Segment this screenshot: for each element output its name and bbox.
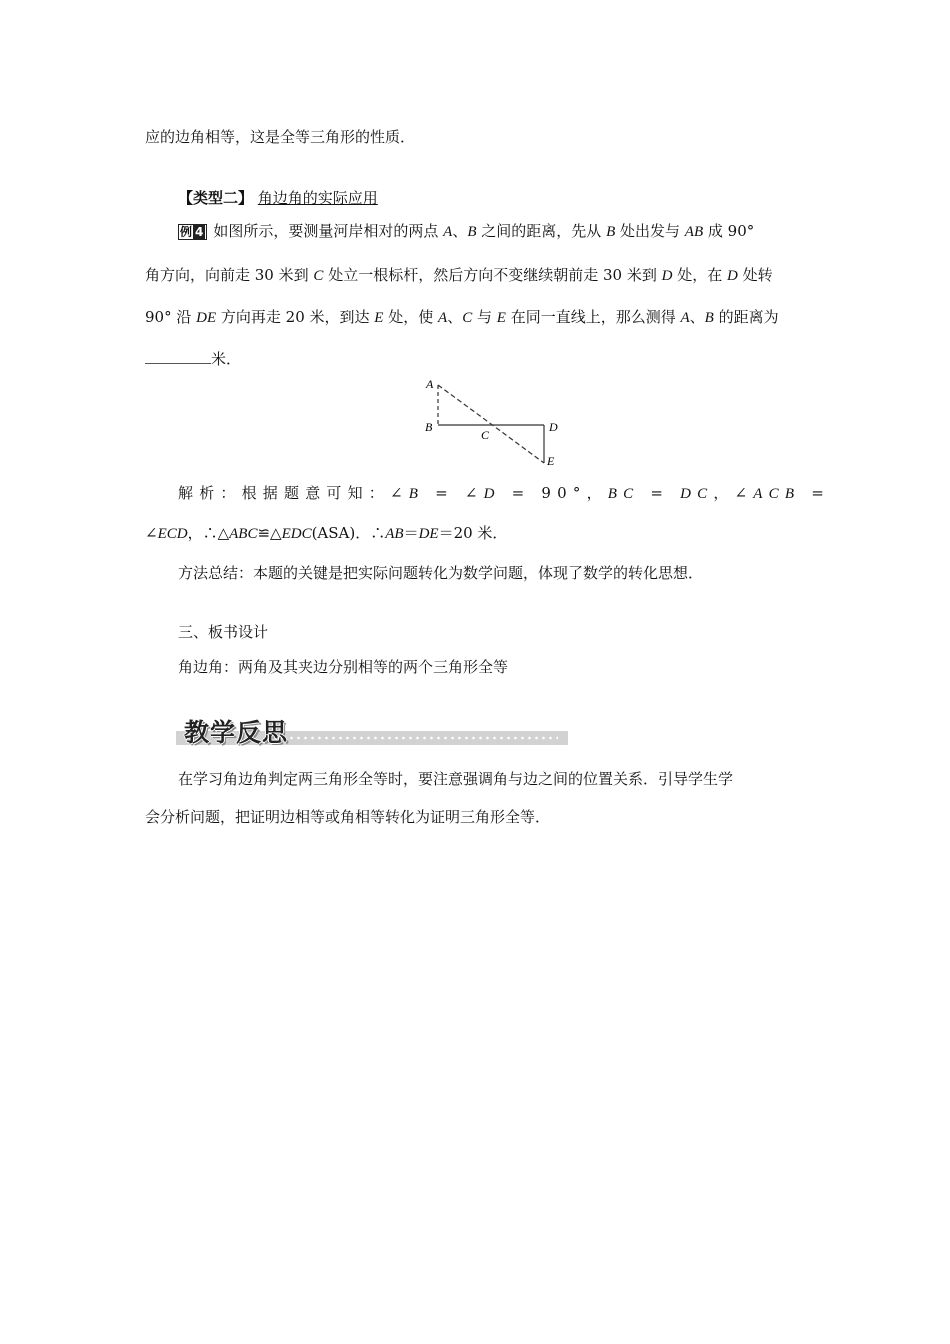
example-badge: 例 4 — [178, 224, 207, 240]
example-line-2: 角方向，向前走 30 米到 C 处立一根标杆，然后方向不变继续朝前走 30 米到 D 处，在 D 处转 — [145, 266, 773, 284]
board-design-text: 角边角：两角及其夹边分别相等的两个三角形全等 — [178, 658, 509, 676]
type-title: 角边角的实际应用 — [257, 189, 378, 207]
label-d: D — [549, 420, 558, 434]
text-line-continuation: 应的边角相等，这是全等三角形的性质． — [145, 128, 416, 146]
geometry-figure — [418, 373, 568, 473]
label-b: B — [425, 420, 433, 434]
answer-blank — [145, 349, 211, 364]
reflection-line-2: 会分析问题，把证明边相等或角相等转化为证明三角形全等． — [145, 808, 551, 826]
example-line-3: 90° 沿 DE 方向再走 20 米，到达 E 处，使 A、C 与 E 在同一直线上，那么测得 A、B 的距离为 — [145, 308, 779, 326]
solution-line-1: 解析：根据题意可知：∠B = ∠D = 90°，BC = DC，∠ACB = — [178, 484, 830, 502]
section-heading: 三、板书设计 — [178, 623, 269, 641]
label-e: E — [547, 454, 555, 468]
segment-ae — [438, 385, 544, 463]
label-c: C — [481, 428, 490, 442]
type-heading: 【类型二】 角边角的实际应用 — [178, 189, 378, 207]
reflection-banner — [176, 713, 568, 747]
reflection-title: 教学反思 — [184, 718, 289, 747]
example-line-1: 例 4 如图所示，要测量河岸相对的两点 A、B 之间的距离，先从 B 处出发与 AB 成 90° — [180, 222, 755, 240]
reflection-line-1: 在学习角边角判定两三角形全等时，要注意强调角与边之间的位置关系．引导学生学 — [178, 770, 734, 788]
label-a: A — [426, 377, 434, 391]
example-line-4: 米． — [145, 348, 241, 370]
banner-dots — [288, 734, 558, 742]
method-summary: 方法总结：本题的关键是把实际问题转化为数学问题，体现了数学的转化思想． — [178, 564, 704, 582]
solution-line-2: ∠ECD，∴△ABC≌△EDC(ASA)．∴AB＝DE＝20 米． — [145, 524, 508, 542]
